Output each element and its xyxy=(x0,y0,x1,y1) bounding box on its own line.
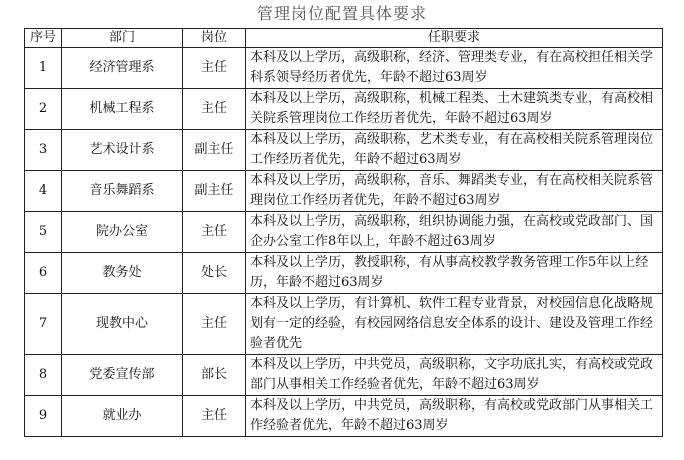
row-no: 3 xyxy=(25,130,62,171)
table-row xyxy=(25,355,663,396)
row-no: 9 xyxy=(25,396,62,437)
row-no: 5 xyxy=(25,212,62,253)
row-position: 主任 xyxy=(183,294,246,355)
row-position: 主任 xyxy=(183,89,246,130)
row-position: 主任 xyxy=(183,396,246,437)
table-row xyxy=(25,212,663,253)
row-no: 7 xyxy=(25,294,62,355)
row-requirements: 本科及以上学历，中共党员，高级职称，有高校或党政部门从事相关工作经验者优先，年龄不超过63周岁 xyxy=(246,396,663,437)
table-row xyxy=(25,48,663,89)
row-dept: 党委宣传部 xyxy=(62,355,183,396)
row-no: 4 xyxy=(25,171,62,212)
row-no: 1 xyxy=(25,48,62,89)
row-requirements: 本科及以上学历，高级职称，艺术类专业，有在高校相关院系管理岗位工作经历者优先，年龄不超过63周岁 xyxy=(246,130,663,171)
header-requirements: 任职要求 xyxy=(246,29,663,48)
row-dept: 机械工程系 xyxy=(62,89,183,130)
row-requirements: 本科及以上学历，教授职称，有从事高校教学教务管理工作5年以上经历，年龄不超过63周岁 xyxy=(246,253,663,294)
row-dept: 院办公室 xyxy=(62,212,183,253)
row-dept: 就业办 xyxy=(62,396,183,437)
row-dept: 经济管理系 xyxy=(62,48,183,89)
table-row xyxy=(25,171,663,212)
table-header-row xyxy=(25,29,663,48)
requirements-table xyxy=(24,28,663,437)
header-no: 序号 xyxy=(25,29,62,48)
row-no: 6 xyxy=(25,253,62,294)
row-requirements: 本科及以上学历，中共党员，高级职称，文字功底扎实，有高校或党政部门从事相关工作经验者优先，年龄不超过63周岁 xyxy=(246,355,663,396)
row-position: 主任 xyxy=(183,212,246,253)
row-no: 2 xyxy=(25,89,62,130)
row-position: 副主任 xyxy=(183,171,246,212)
table-row xyxy=(25,396,663,437)
row-dept: 音乐舞蹈系 xyxy=(62,171,183,212)
table-row xyxy=(25,294,663,355)
row-position: 主任 xyxy=(183,48,246,89)
document-title: 管理岗位配置具体要求 xyxy=(256,4,427,23)
row-requirements: 本科及以上学历，高级职称，经济、管理类专业，有在高校担任相关学科系领导经历者优先，年龄不超过63周岁 xyxy=(246,48,663,89)
row-position: 副主任 xyxy=(183,130,246,171)
row-requirements: 本科及以上学历，高级职称，音乐、舞蹈类专业，有在高校相关院系管理岗位工作经历者优先，年龄不超过63周岁 xyxy=(246,171,663,212)
row-requirements: 本科及以上学历，高级职称，机械工程类、土木建筑类专业，有高校相关院系管理岗位工作经历者优先，年龄不超过63周岁 xyxy=(246,89,663,130)
row-dept: 艺术设计系 xyxy=(62,130,183,171)
table-row xyxy=(25,89,663,130)
row-dept: 现教中心 xyxy=(62,294,183,355)
row-no: 8 xyxy=(25,355,62,396)
table-row xyxy=(25,253,663,294)
header-position: 岗位 xyxy=(183,29,246,48)
row-position: 处长 xyxy=(183,253,246,294)
row-requirements: 本科及以上学历，有计算机、软件工程专业背景，对校园信息化战略规划有一定的经验，有校园网络信息安全体系的设计、建设及管理工作经验者优先 xyxy=(246,294,663,355)
header-dept: 部门 xyxy=(62,29,183,48)
row-dept: 教务处 xyxy=(62,253,183,294)
row-requirements: 本科及以上学历，高级职称，组织协调能力强，在高校或党政部门、国企办公室工作8年以上，年龄不超过63周岁 xyxy=(246,212,663,253)
row-position: 部长 xyxy=(183,355,246,396)
table-row xyxy=(25,130,663,171)
